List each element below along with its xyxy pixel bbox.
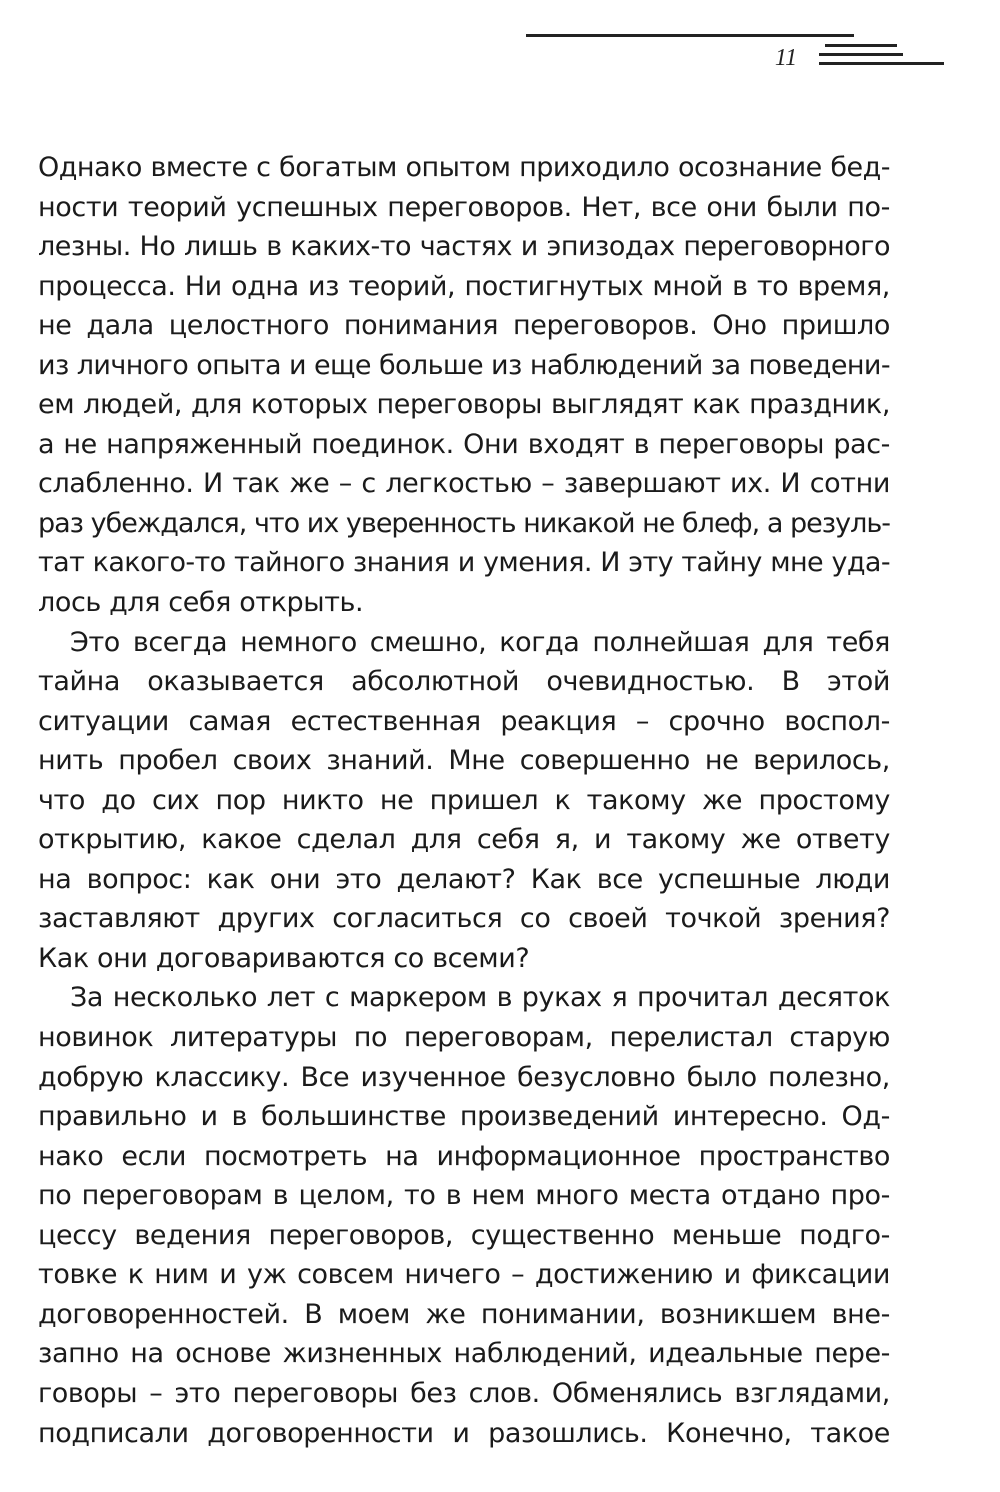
text-line: Как они договариваются со всеми? [38,942,530,974]
body-text [38,148,890,1453]
decorative-rule [819,53,903,56]
text-line: нако если посмотреть на информационное пространство [38,1140,890,1172]
text-line: по переговорам в целом, то в нем много места отдано про- [38,1180,890,1212]
text-line: цессу ведения переговоров, существенно меньше подго- [38,1219,890,1251]
header-rule [526,34,854,37]
paragraph-2 [38,623,890,979]
header-decorative-rules [819,44,944,70]
text-line: договоренностей. В моем же понимании, возникшем вне- [38,1298,890,1330]
text-line: говоры – это переговоры без слов. Обменялись взглядами, [38,1377,890,1409]
text-line: из личного опыта и еще больше из наблюдений за поведени- [38,349,890,381]
text-line: открытию, какое сделал для себя я, и такому же ответу [38,824,890,856]
text-line: подписали договоренности и разошлись. Конечно, такое [38,1417,890,1449]
text-line: запно на основе жизненных наблюдений, идеальные пере- [38,1338,890,1370]
text-line: За несколько лет с маркером в руках я прочитал десяток [70,982,890,1014]
text-line: добрую классику. Все изученное безусловно было полезно, [38,1061,890,1093]
text-line: лезны. Но лишь в каких-то частях и эпизодах переговорного [38,231,890,263]
text-line: заставляют других согласиться со своей точкой зрения? [38,903,890,935]
text-line: ности теорий успешных переговоров. Нет, все они были по- [38,191,890,223]
paragraph-1 [38,148,890,623]
decorative-rule [819,62,944,65]
text-line: Однако вместе с богатым опытом приходило осознание бед- [38,152,890,183]
text-line: тайна оказывается абсолютной очевидностью. В этой [38,666,890,698]
text-line: нить пробел своих знаний. Мне совершенно не верилось, [38,745,890,777]
text-line: товке к ним и уж совсем ничего – достижению и фиксации [38,1259,890,1291]
text-line: новинок литературы по переговорам, перелистал старую [38,1022,890,1054]
decorative-rule [825,44,897,47]
text-line: тат какого-то тайного знания и умения. И эту тайну мне уда- [38,547,890,579]
text-line: раз убеждался, что их уверенность никакой не блеф, а резуль- [38,507,890,539]
text-line: не дала целостного понимания переговоров. Оно пришло [38,310,890,342]
text-line: ситуации самая естественная реакция – срочно воспол- [38,705,890,737]
text-line: лось для себя открыть. [38,587,364,619]
text-line: ем людей, для которых переговоры выглядят как праздник, [38,389,890,421]
text-line: что до сих пор никто не пришел к такому же простому [38,784,890,816]
text-line: Это всегда немного смешно, когда полнейшая для тебя [70,626,890,658]
text-line: правильно и в большинстве произведений интересно. Од- [38,1101,890,1133]
text-line: на вопрос: как они это делают? Как все успешные люди [38,863,890,895]
text-line: слабленно. И так же – с легкостью – завершают их. И сотни [38,468,890,500]
paragraph-3 [38,978,890,1453]
page-number: 11 [774,45,798,71]
text-line: а не напряженный поединок. Они входят в переговоры рас- [38,428,890,460]
text-line: процесса. Ни одна из теорий, постигнутых мной в то время, [38,270,890,302]
